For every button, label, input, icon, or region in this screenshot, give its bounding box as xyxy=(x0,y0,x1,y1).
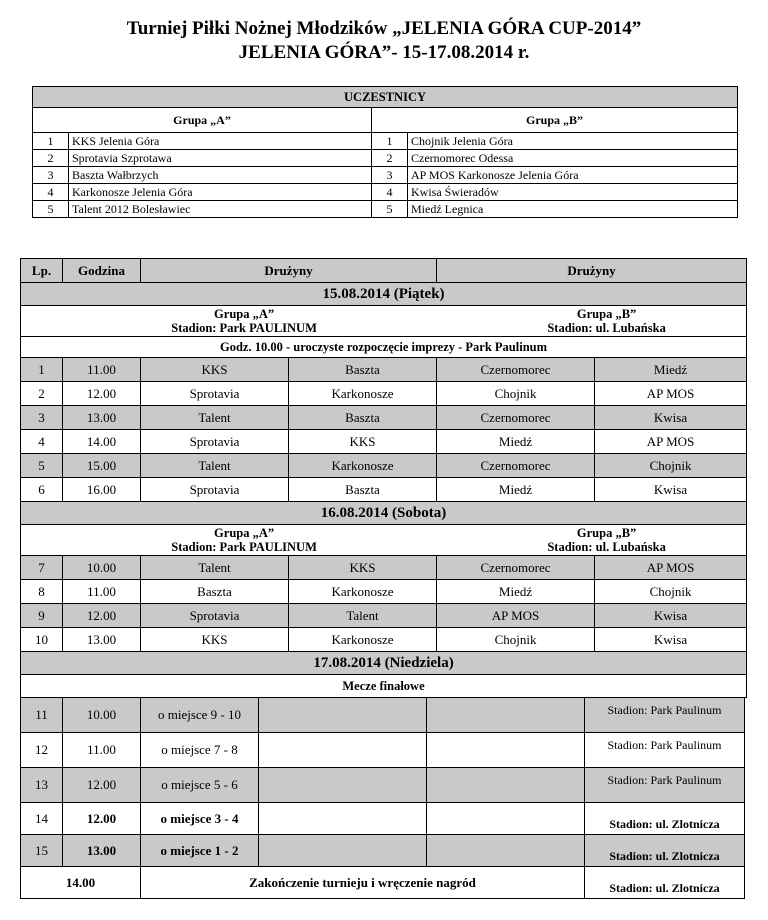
team: Chojnik xyxy=(595,454,747,478)
placement: o miejsce 5 - 6 xyxy=(141,768,259,803)
team: Sprotavia xyxy=(141,430,289,454)
participant-name: Sprotavia Szprotawa xyxy=(69,150,372,167)
final-row xyxy=(21,803,745,835)
match-row xyxy=(21,382,747,406)
stadium-a: Stadion: Park PAULINUM xyxy=(171,321,317,335)
match-row xyxy=(21,430,747,454)
placement: o miejsce 7 - 8 xyxy=(141,733,259,768)
team: Kwisa xyxy=(595,406,747,430)
participant-number: 3 xyxy=(372,167,408,184)
schedule-table xyxy=(20,258,747,698)
match-time: 11.00 xyxy=(63,358,141,382)
team: KKS xyxy=(289,556,437,580)
team-slot xyxy=(427,733,585,768)
team: Sprotavia xyxy=(141,382,289,406)
team: Kwisa xyxy=(595,628,747,652)
match-number: 9 xyxy=(21,604,63,628)
stadium-a: Stadion: Park PAULINUM xyxy=(171,540,317,554)
participant-number: 1 xyxy=(372,133,408,150)
match-row xyxy=(21,580,747,604)
team-slot xyxy=(259,698,427,733)
match-number: 5 xyxy=(21,454,63,478)
match-number: 8 xyxy=(21,580,63,604)
match-time: 10.00 xyxy=(63,556,141,580)
team-slot xyxy=(259,835,427,867)
team-slot xyxy=(427,835,585,867)
team: Kwisa xyxy=(595,604,747,628)
match-number: 4 xyxy=(21,430,63,454)
match-row xyxy=(21,358,747,382)
match-number: 14 xyxy=(21,803,63,835)
match-number: 15 xyxy=(21,835,63,867)
team: AP MOS xyxy=(595,382,747,406)
match-time: 10.00 xyxy=(63,698,141,733)
venue: Stadion: Park Paulinum xyxy=(585,733,745,768)
match-row xyxy=(21,478,747,502)
team: Baszta xyxy=(289,478,437,502)
team-slot xyxy=(259,733,427,768)
final-row xyxy=(21,835,745,867)
team: Baszta xyxy=(289,406,437,430)
match-number: 2 xyxy=(21,382,63,406)
team: KKS xyxy=(141,358,289,382)
team: Talent xyxy=(289,604,437,628)
match-time: 12.00 xyxy=(63,382,141,406)
team-slot xyxy=(427,803,585,835)
match-time: 11.00 xyxy=(63,580,141,604)
team: Chojnik xyxy=(437,628,595,652)
opening-ceremony-note: Godz. 10.00 - uroczyste rozpoczęcie imprezy - Park Paulinum xyxy=(21,337,747,358)
participant-number: 4 xyxy=(372,184,408,201)
participant-number: 3 xyxy=(33,167,69,184)
participant-row xyxy=(33,201,738,218)
participant-name: Czernomorec Odessa xyxy=(408,150,738,167)
venue: Stadion: Park Paulinum xyxy=(585,768,745,803)
team: Talent xyxy=(141,556,289,580)
match-time: 16.00 xyxy=(63,478,141,502)
venue: Stadion: Park Paulinum xyxy=(585,698,745,733)
participant-number: 4 xyxy=(33,184,69,201)
day-heading-2: 16.08.2014 (Sobota) xyxy=(21,502,747,525)
closing-row xyxy=(21,867,745,899)
participant-row xyxy=(33,150,738,167)
stadium-b: Stadion: ul. Lubańska xyxy=(547,321,666,335)
match-time: 11.00 xyxy=(63,733,141,768)
team: Baszta xyxy=(141,580,289,604)
day-heading-1: 15.08.2014 (Piątek) xyxy=(21,283,747,306)
team: Karkonosze xyxy=(289,454,437,478)
group-b-label: Grupa „B” xyxy=(372,108,738,133)
team: Miedź xyxy=(437,478,595,502)
placement: o miejsce 3 - 4 xyxy=(141,803,259,835)
match-row xyxy=(21,604,747,628)
day-heading-3: 17.08.2014 (Niedziela) xyxy=(21,652,747,675)
participant-name: Miedź Legnica xyxy=(408,201,738,218)
match-number: 10 xyxy=(21,628,63,652)
participant-name: Chojnik Jelenia Góra xyxy=(408,133,738,150)
team: AP MOS xyxy=(595,556,747,580)
team: Karkonosze xyxy=(289,382,437,406)
day-1-group-header xyxy=(21,306,747,337)
day-2-group-header xyxy=(21,525,747,556)
participant-name: Kwisa Świeradów xyxy=(408,184,738,201)
team: Czernomorec xyxy=(437,358,595,382)
closing-venue: Stadion: ul. Zlotnicza xyxy=(585,867,745,899)
final-row xyxy=(21,768,745,803)
match-number: 6 xyxy=(21,478,63,502)
document-title-line-2: JELENIA GÓRA”- 15-17.08.2014 r. xyxy=(238,42,530,63)
match-time: 15.00 xyxy=(63,454,141,478)
team: Miedź xyxy=(595,358,747,382)
match-time: 13.00 xyxy=(63,628,141,652)
closing-time: 14.00 xyxy=(21,867,141,899)
team: Czernomorec xyxy=(437,556,595,580)
column-header-teams-a: Drużyny xyxy=(141,259,437,283)
team-slot xyxy=(427,698,585,733)
match-row xyxy=(21,454,747,478)
match-number: 3 xyxy=(21,406,63,430)
team: Karkonosze xyxy=(289,580,437,604)
match-time: 12.00 xyxy=(63,803,141,835)
group-a-heading: Grupa „A” xyxy=(214,307,275,321)
match-number: 13 xyxy=(21,768,63,803)
participant-name: KKS Jelenia Góra xyxy=(69,133,372,150)
match-row xyxy=(21,556,747,580)
finals-subtitle: Mecze finałowe xyxy=(21,675,747,698)
match-number: 12 xyxy=(21,733,63,768)
participant-number: 2 xyxy=(372,150,408,167)
group-b-heading: Grupa „B” xyxy=(576,526,637,540)
team: AP MOS xyxy=(437,604,595,628)
column-header-time: Godzina xyxy=(63,259,141,283)
team: Czernomorec xyxy=(437,454,595,478)
participant-row xyxy=(33,184,738,201)
match-time: 13.00 xyxy=(63,406,141,430)
group-b-heading: Grupa „B” xyxy=(576,307,637,321)
group-a-label: Grupa „A” xyxy=(33,108,372,133)
match-time: 14.00 xyxy=(63,430,141,454)
group-a-heading: Grupa „A” xyxy=(214,526,275,540)
participant-name: AP MOS Karkonosze Jelenia Góra xyxy=(408,167,738,184)
participant-row xyxy=(33,167,738,184)
team-slot xyxy=(427,768,585,803)
placement: o miejsce 1 - 2 xyxy=(141,835,259,867)
team: KKS xyxy=(141,628,289,652)
team-slot xyxy=(259,768,427,803)
team: Kwisa xyxy=(595,478,747,502)
participant-number: 1 xyxy=(33,133,69,150)
match-number: 7 xyxy=(21,556,63,580)
participant-name: Talent 2012 Bolesławiec xyxy=(69,201,372,218)
participant-name: Karkonosze Jelenia Góra xyxy=(69,184,372,201)
team: AP MOS xyxy=(595,430,747,454)
team: Chojnik xyxy=(437,382,595,406)
match-number: 1 xyxy=(21,358,63,382)
match-time: 13.00 xyxy=(63,835,141,867)
venue: Stadion: ul. Zlotnicza xyxy=(585,835,745,867)
match-row xyxy=(21,406,747,430)
column-header-teams-b: Drużyny xyxy=(437,259,747,283)
venue: Stadion: ul. Zlotnicza xyxy=(585,803,745,835)
team: Miedź xyxy=(437,430,595,454)
participants-table xyxy=(32,86,738,218)
document-title-line-1: Turniej Piłki Nożnej Młodzików „JELENIA GÓRA CUP-2014” xyxy=(126,18,642,39)
participants-heading: UCZESTNICY xyxy=(33,87,738,108)
final-row xyxy=(21,698,745,733)
team-slot xyxy=(259,803,427,835)
team: Talent xyxy=(141,406,289,430)
participant-row xyxy=(33,133,738,150)
participant-number: 5 xyxy=(372,201,408,218)
placement: o miejsce 9 - 10 xyxy=(141,698,259,733)
final-row xyxy=(21,733,745,768)
team: Sprotavia xyxy=(141,478,289,502)
match-time: 12.00 xyxy=(63,768,141,803)
closing-ceremony: Zakończenie turnieju i wręczenie nagród xyxy=(141,867,585,899)
stadium-b: Stadion: ul. Lubańska xyxy=(547,540,666,554)
team: Miedź xyxy=(437,580,595,604)
match-time: 12.00 xyxy=(63,604,141,628)
team: Karkonosze xyxy=(289,628,437,652)
participant-number: 5 xyxy=(33,201,69,218)
match-row xyxy=(21,628,747,652)
team: KKS xyxy=(289,430,437,454)
team: Baszta xyxy=(289,358,437,382)
team: Talent xyxy=(141,454,289,478)
match-number: 11 xyxy=(21,698,63,733)
team: Sprotavia xyxy=(141,604,289,628)
team: Chojnik xyxy=(595,580,747,604)
participant-number: 2 xyxy=(33,150,69,167)
team: Czernomorec xyxy=(437,406,595,430)
finals-table xyxy=(20,697,745,899)
participant-name: Baszta Wałbrzych xyxy=(69,167,372,184)
column-header-lp: Lp. xyxy=(21,259,63,283)
